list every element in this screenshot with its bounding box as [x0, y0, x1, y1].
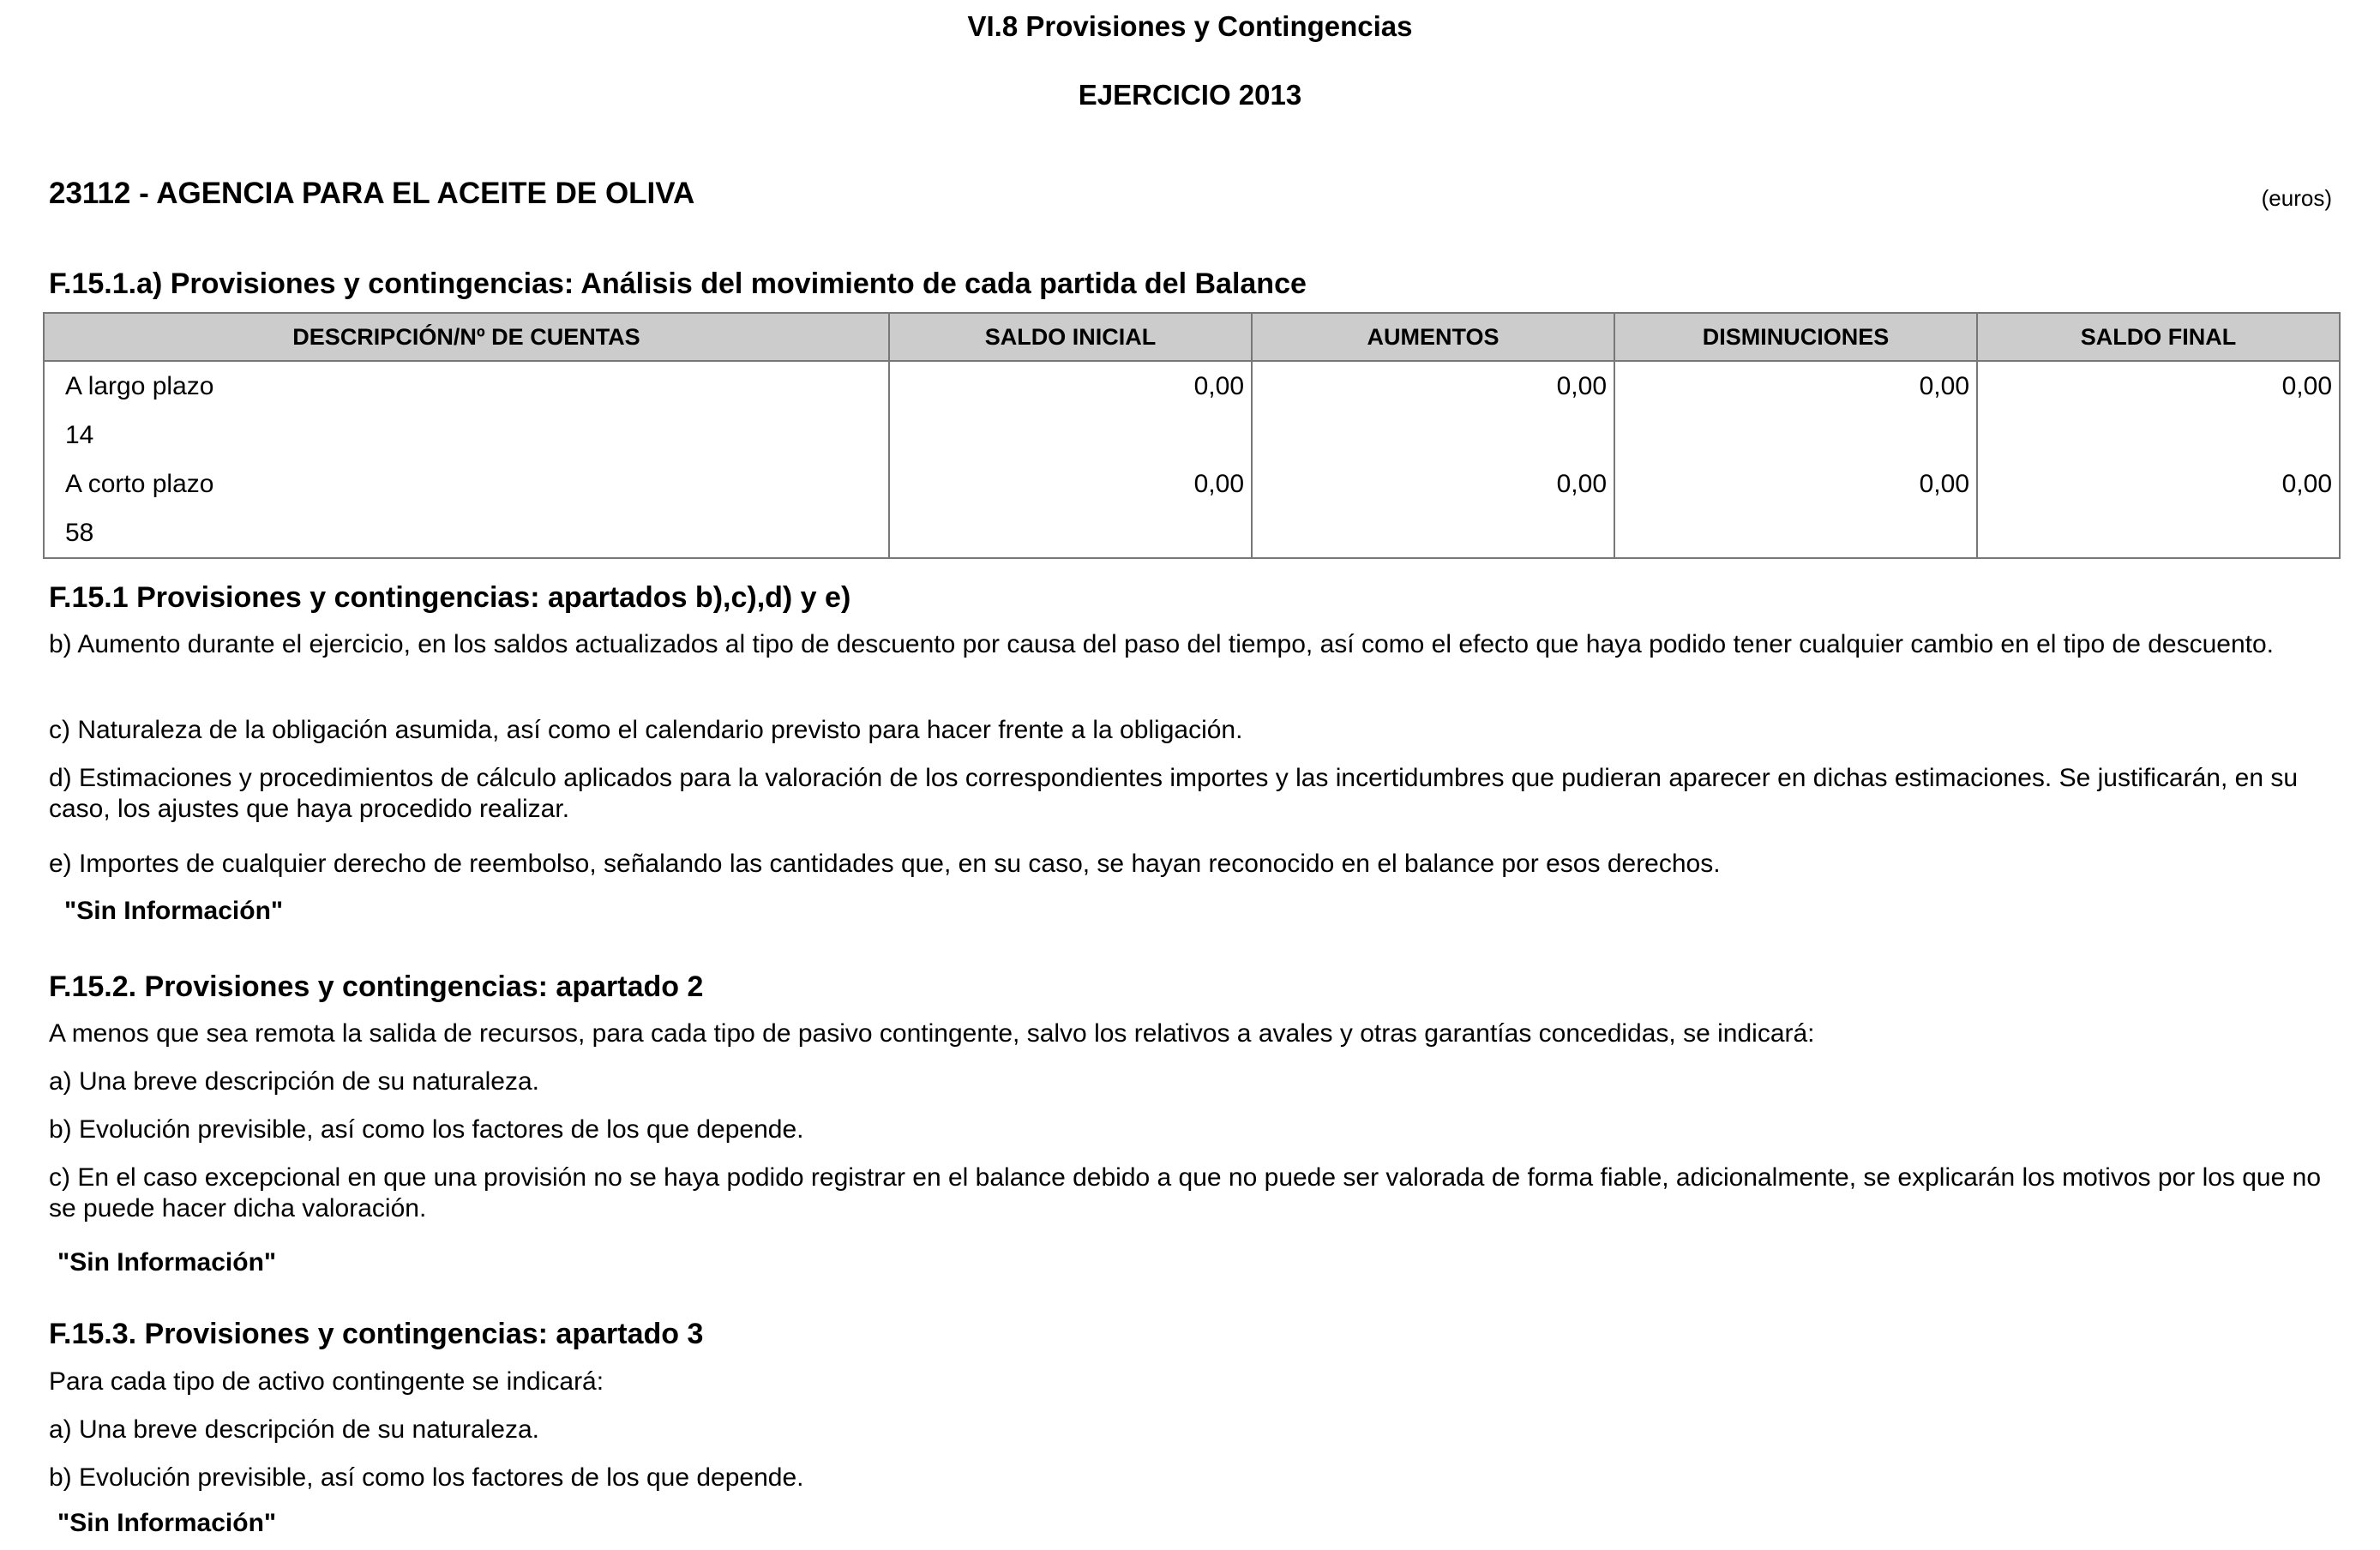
row-description: A corto plazo [44, 460, 889, 508]
row-description: A largo plazo [44, 361, 889, 411]
cell-aumentos: 0,00 [1252, 460, 1614, 508]
column-header-saldo-final: SALDO FINAL [1977, 313, 2340, 361]
table-row [44, 508, 2340, 558]
units-label: (euros) [2261, 185, 2332, 211]
cell-disminuciones: 0,00 [1614, 460, 1977, 508]
section-2-heading: F.15.2. Provisiones y contingencias: apartado 2 [49, 970, 704, 1003]
cell-aumentos: 0,00 [1252, 361, 1614, 411]
table-section-heading: F.15.1.a) Provisiones y contingencias: Análisis del movimiento de cada partida del Balance [49, 267, 1307, 300]
section-3-item-b: b) Evolución previsible, así como los factores de los que depende. [49, 1463, 804, 1492]
cell-aumentos [1252, 411, 1614, 460]
cell-disminuciones [1614, 411, 1977, 460]
cell-saldo-inicial: 0,00 [889, 460, 1252, 508]
table-row [44, 460, 2340, 508]
table-row [44, 361, 2340, 411]
section-2-item-b: b) Evolución previsible, así como los factores de los que depende. [49, 1115, 804, 1144]
section-1-no-info: "Sin Información" [64, 897, 284, 925]
section-2-no-info: "Sin Información" [57, 1248, 277, 1277]
section-3-item-a: a) Una breve descripción de su naturaleza. [49, 1415, 539, 1444]
section-2-item-a: a) Una breve descripción de su naturaleza. [49, 1067, 539, 1096]
table-header-row [44, 313, 2340, 361]
section-1-item-b: b) Aumento durante el ejercicio, en los saldos actualizados al tipo de descuento por causa del paso del tiempo, así como el efecto que haya podido tener cualquier cambio en el tipo de descuento. [49, 630, 2274, 658]
section-3-heading: F.15.3. Provisiones y contingencias: apartado 3 [49, 1318, 704, 1350]
page-title: VI.8 Provisiones y Contingencias [967, 10, 1413, 42]
section-2-intro: A menos que sea remota la salida de recursos, para cada tipo de pasivo contingente, salvo los relativos a avales y otras garantías concedidas, se indicará: [49, 1019, 1815, 1048]
entity-name: 23112 - AGENCIA PARA EL ACEITE DE OLIVA [49, 177, 695, 210]
cell-saldo-inicial [889, 411, 1252, 460]
cell-saldo-inicial: 0,00 [889, 361, 1252, 411]
cell-saldo-final [1977, 411, 2340, 460]
section-2-item-c: c) En el caso excepcional en que una provisión no se haya podido registrar en el balance debido a que no puede ser valorada de forma fiable, adicionalmente, se explicarán los motivos por los que no se puede hacer dicha valoración. [49, 1163, 2322, 1223]
column-header-aumentos: AUMENTOS [1252, 313, 1614, 361]
cell-saldo-inicial [889, 508, 1252, 558]
cell-saldo-final: 0,00 [1977, 361, 2340, 411]
cell-disminuciones [1614, 508, 1977, 558]
section-1-item-c: c) Naturaleza de la obligación asumida, así como el calendario previsto para hacer frente a la obligación. [49, 716, 1243, 744]
section-3-no-info: "Sin Información" [57, 1509, 277, 1537]
table-row [44, 411, 2340, 460]
year-title: EJERCICIO 2013 [1078, 79, 1302, 111]
section-1-item-d: d) Estimaciones y procedimientos de cálculo aplicados para la valoración de los correspondientes importes y las incertidumbres que pudieran aparecer en dichas estimaciones. Se justificarán, en su caso, los ajustes que haya procedido realizar. [49, 764, 2299, 823]
cell-disminuciones: 0,00 [1614, 361, 1977, 411]
section-1-heading: F.15.1 Provisiones y contingencias: apartados b),c),d) y e) [49, 581, 851, 614]
column-header-disminuciones: DISMINUCIONES [1614, 313, 1977, 361]
row-description: 14 [44, 411, 889, 460]
section-1-item-e: e) Importes de cualquier derecho de reembolso, señalando las cantidades que, en su caso, se hayan reconocido en el balance por esos derechos. [49, 850, 1721, 878]
cell-saldo-final: 0,00 [1977, 460, 2340, 508]
movement-table [43, 312, 2341, 559]
section-3-intro: Para cada tipo de activo contingente se indicará: [49, 1367, 604, 1396]
cell-aumentos [1252, 508, 1614, 558]
cell-saldo-final [1977, 508, 2340, 558]
column-header-saldo-inicial: SALDO INICIAL [889, 313, 1252, 361]
column-header-descripcion: DESCRIPCIÓN/Nº DE CUENTAS [44, 313, 889, 361]
row-description: 58 [44, 508, 889, 558]
